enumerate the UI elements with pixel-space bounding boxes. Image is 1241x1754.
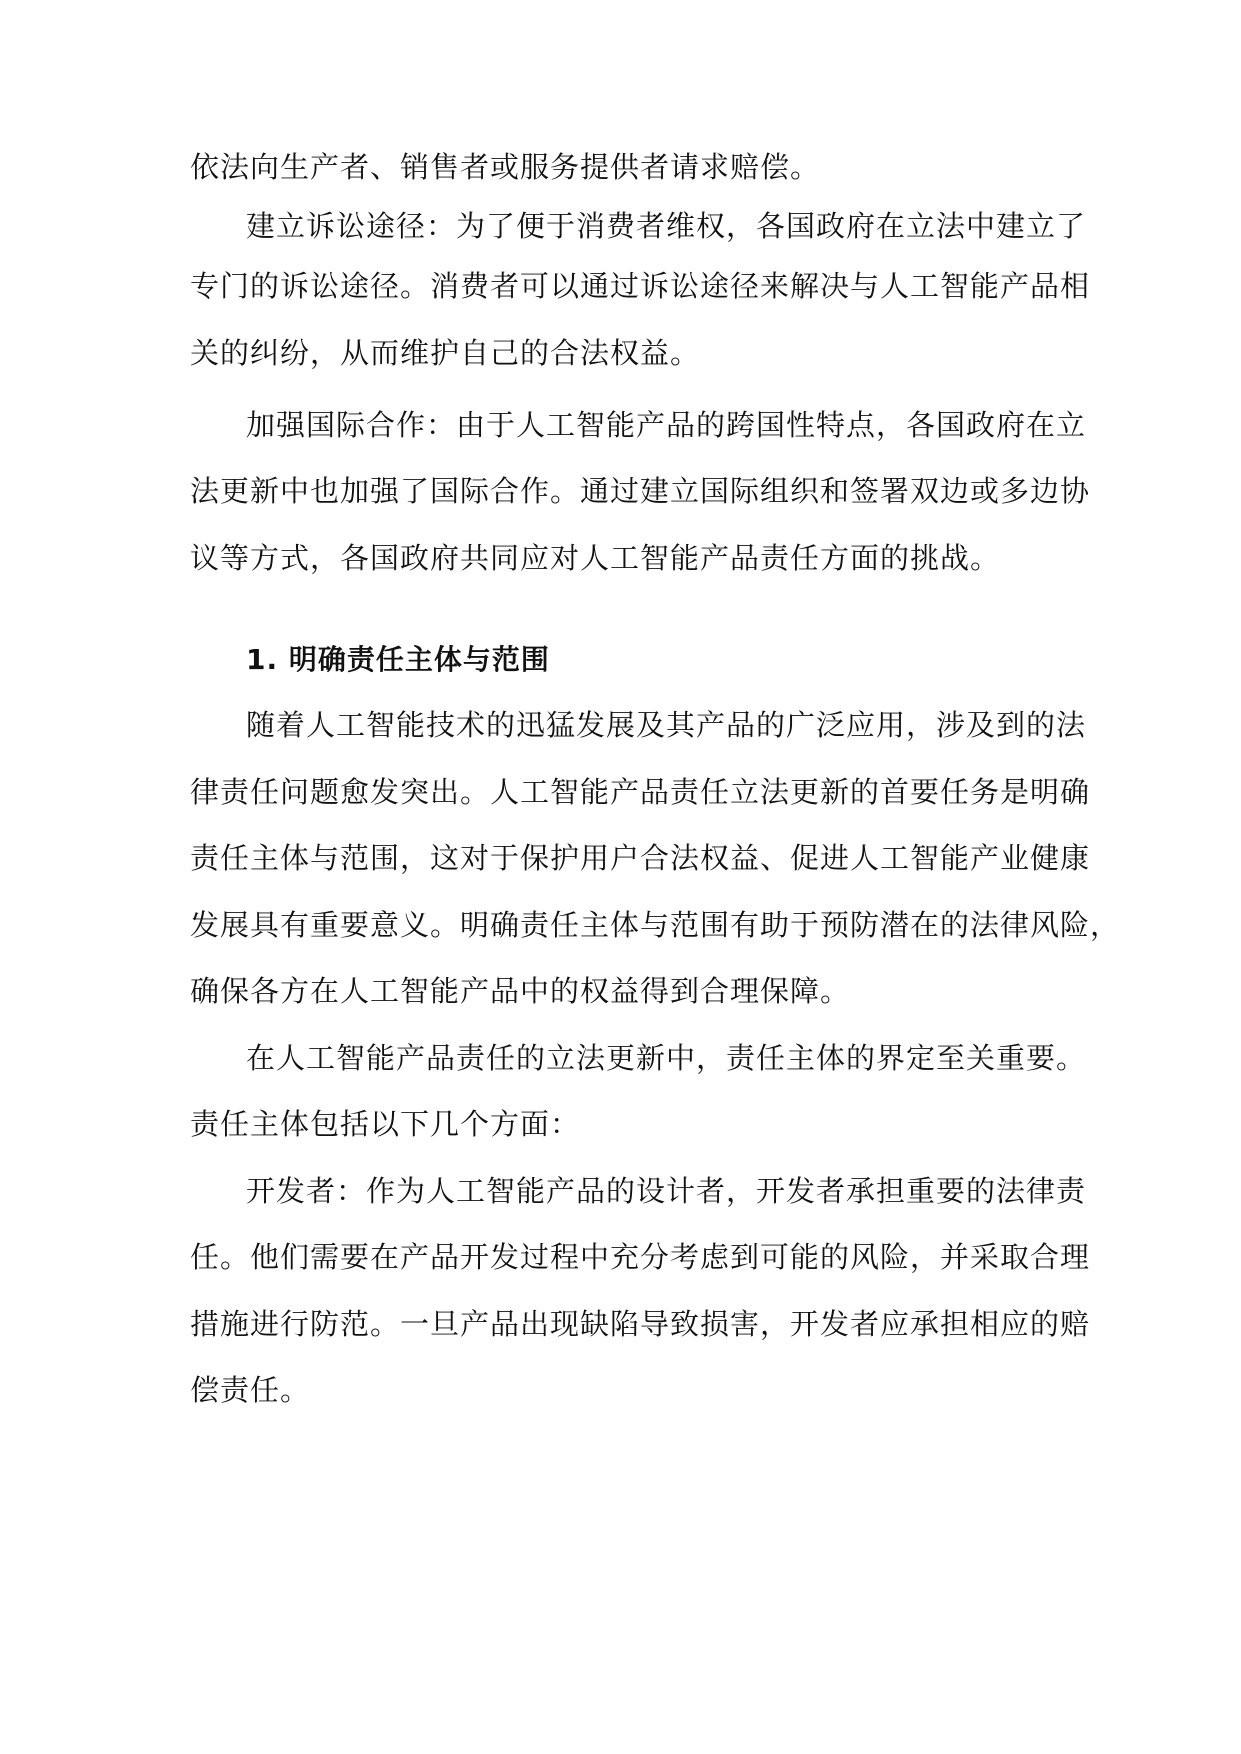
paragraph-line: 确保各方在人工智能产品中的权益得到合理保障。 bbox=[190, 974, 851, 1008]
paragraph-line: 律责任问题愈发突出。人工智能产品责任立法更新的首要任务是明确 bbox=[190, 775, 1091, 809]
paragraph-line: 依法向生产者、销售者或服务提供者请求赔偿。 bbox=[190, 150, 821, 184]
paragraph-line: 开发者：作为人工智能产品的设计者，开发者承担重要的法律责 bbox=[246, 1174, 1087, 1208]
paragraph-line: 措施进行防范。一旦产品出现缺陷导致损害，开发者应承担相应的赔 bbox=[190, 1307, 1091, 1341]
paragraph-line: 责任主体包括以下几个方面： bbox=[190, 1107, 581, 1141]
paragraph-line: 在人工智能产品责任的立法更新中，责任主体的界定至关重要。 bbox=[246, 1041, 1087, 1075]
paragraph-line: 加强国际合作：由于人工智能产品的跨国性特点，各国政府在立 bbox=[246, 408, 1087, 442]
paragraph-line: 建立诉讼途径：为了便于消费者维权，各国政府在立法中建立了 bbox=[246, 209, 1087, 243]
paragraph-line: 责任主体与范围，这对于保护用户合法权益、促进人工智能产业健康 bbox=[190, 841, 1091, 875]
paragraph-line: 议等方式，各国政府共同应对人工智能产品责任方面的挑战。 bbox=[190, 541, 1001, 575]
paragraph-line: 偿责任。 bbox=[190, 1373, 311, 1407]
section-heading: 1. 明确责任主体与范围 bbox=[246, 643, 550, 676]
paragraph-line: 法更新中也加强了国际合作。通过建立国际组织和签署双边或多边协 bbox=[190, 474, 1091, 508]
paragraph-line: 任。他们需要在产品开发过程中充分考虑到可能的风险，并采取合理 bbox=[190, 1240, 1091, 1274]
paragraph-line: 关的纠纷，从而维护自己的合法权益。 bbox=[190, 336, 701, 370]
paragraph-line: 专门的诉讼途径。消费者可以通过诉讼途径来解决与人工智能产品相 bbox=[190, 269, 1091, 303]
paragraph-line: 随着人工智能技术的迅猛发展及其产品的广泛应用，涉及到的法 bbox=[246, 708, 1087, 742]
paragraph-line: 发展具有重要意义。明确责任主体与范围有助于预防潜在的法律风险， bbox=[190, 908, 1121, 942]
